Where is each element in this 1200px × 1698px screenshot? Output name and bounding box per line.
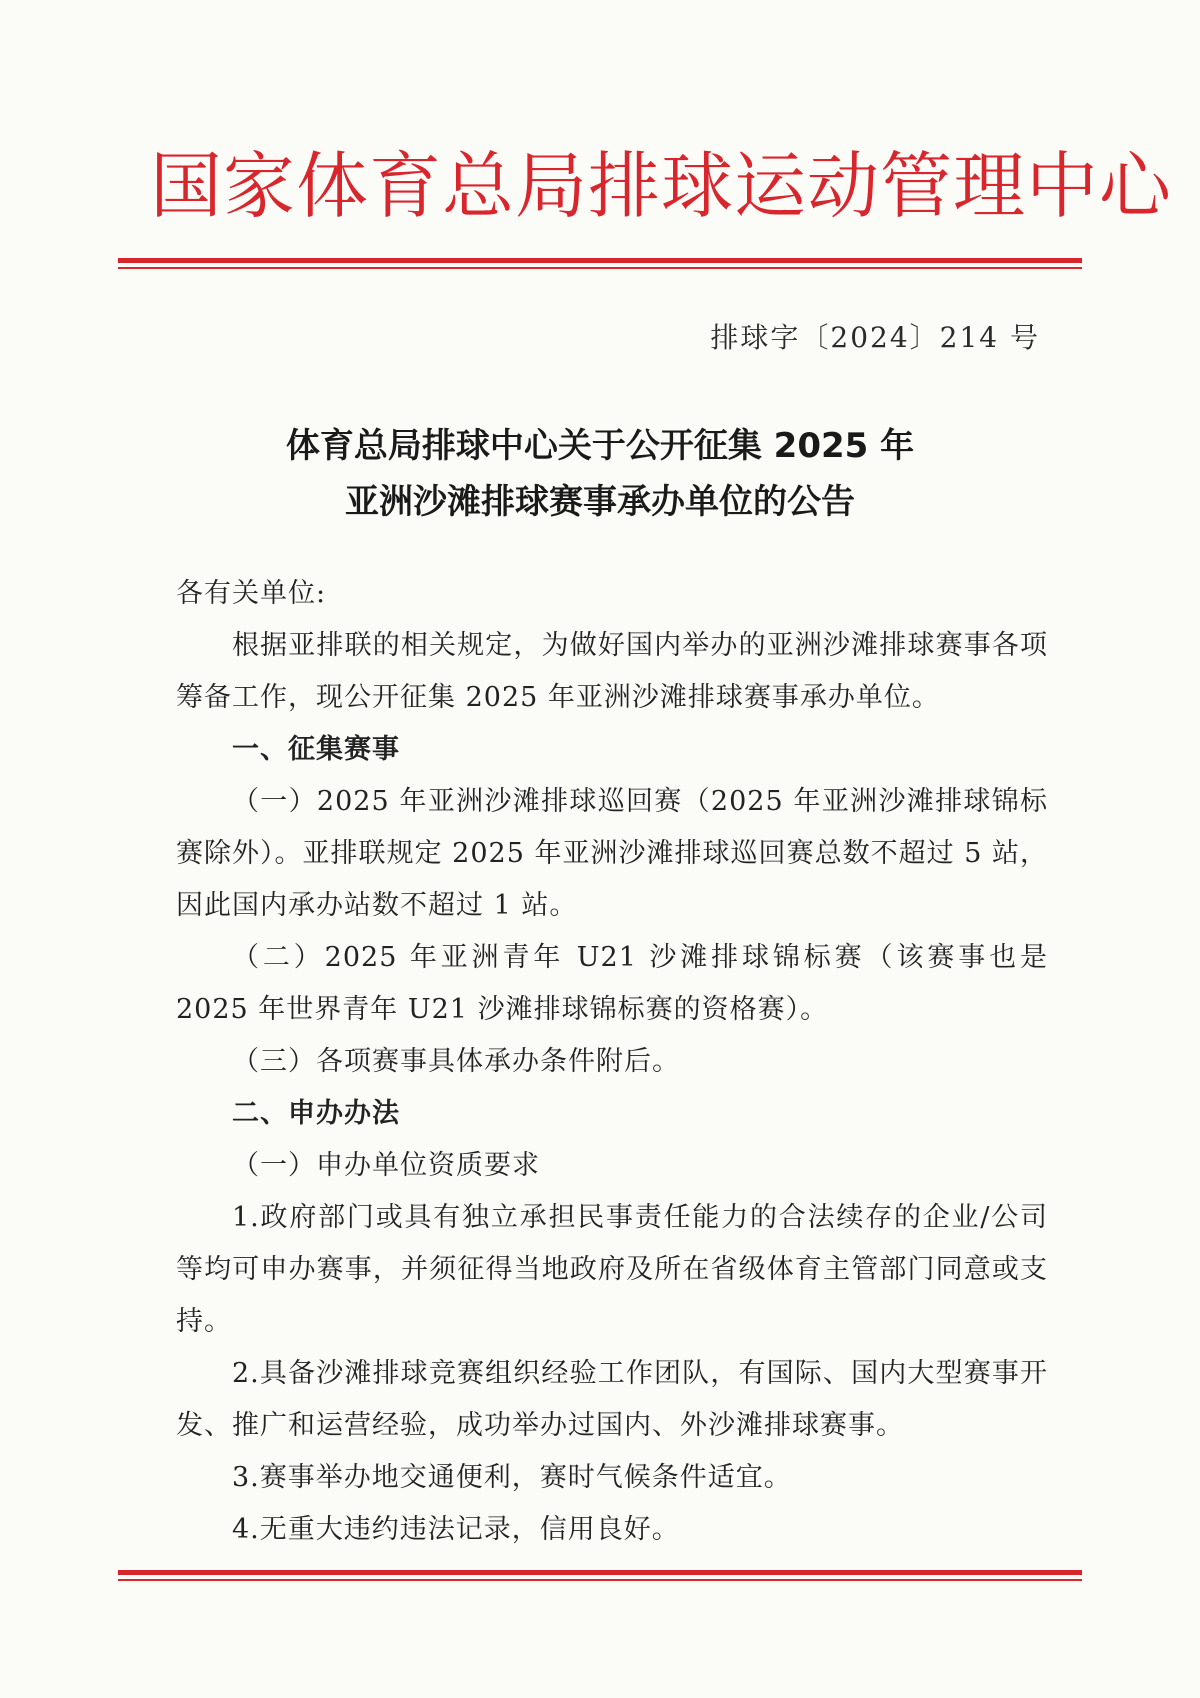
section-2-item-3: 3.赛事举办地交通便利，赛时气候条件适宜。 (232, 1462, 792, 1493)
letterhead-title: 国家体育总局排球运动管理中心 (150, 144, 1173, 228)
footer-divider (118, 1570, 1082, 1581)
section-2-item-1: 1.政府部门或具有独立承担民事责任能力的合法续存的企业/公司等均可申办赛事，并须征得当地政府及所在省级体育主管部门同意或支持。 (176, 1202, 1048, 1337)
document-body (176, 568, 1048, 1556)
section-2-item-2: 2.具备沙滩排球竞赛组织经验工作团队，有国际、国内大型赛事开发、推广和运营经验，成功举办过国内、外沙滩排球赛事。 (176, 1358, 1048, 1441)
section-2-item-4: 4.无重大违约违法记录，信用良好。 (232, 1514, 680, 1545)
document-title (150, 418, 1050, 530)
section-1-item-2: （二）2025 年亚洲青年 U21 沙滩排球锦标赛（该赛事也是 2025 年世界青年 U21 沙滩排球锦标赛的资格赛）。 (176, 942, 1048, 1025)
document-number: 排球字〔2024〕214 号 (710, 321, 1040, 354)
divider-thin-line (118, 267, 1082, 269)
section-2-subheading: （一）申办单位资质要求 (232, 1150, 540, 1181)
title-line-2: 亚洲沙滩排球赛事承办单位的公告 (345, 482, 855, 522)
section-2-heading: 二、申办办法 (232, 1098, 400, 1129)
section-1-item-3: （三）各项赛事具体承办条件附后。 (232, 1046, 680, 1077)
footer-thin-line (118, 1579, 1082, 1581)
divider-thick-line (118, 258, 1082, 263)
footer-thick-line (118, 1570, 1082, 1575)
intro-paragraph: 根据亚排联的相关规定，为做好国内举办的亚洲沙滩排球赛事各项筹备工作，现公开征集 2025 年亚洲沙滩排球赛事承办单位。 (176, 630, 1048, 713)
letterhead-divider (118, 258, 1082, 269)
salutation: 各有关单位: (176, 578, 327, 609)
section-1-item-1: （一）2025 年亚洲沙滩排球巡回赛（2025 年亚洲沙滩排球锦标赛除外）。亚排联规定 2025 年亚洲沙滩排球巡回赛总数不超过 5 站，因此国内承办站数不超过 1 站。 (176, 786, 1048, 921)
title-line-1: 体育总局排球中心关于公开征集 2025 年 (285, 426, 915, 466)
section-1-heading: 一、征集赛事 (232, 734, 400, 765)
